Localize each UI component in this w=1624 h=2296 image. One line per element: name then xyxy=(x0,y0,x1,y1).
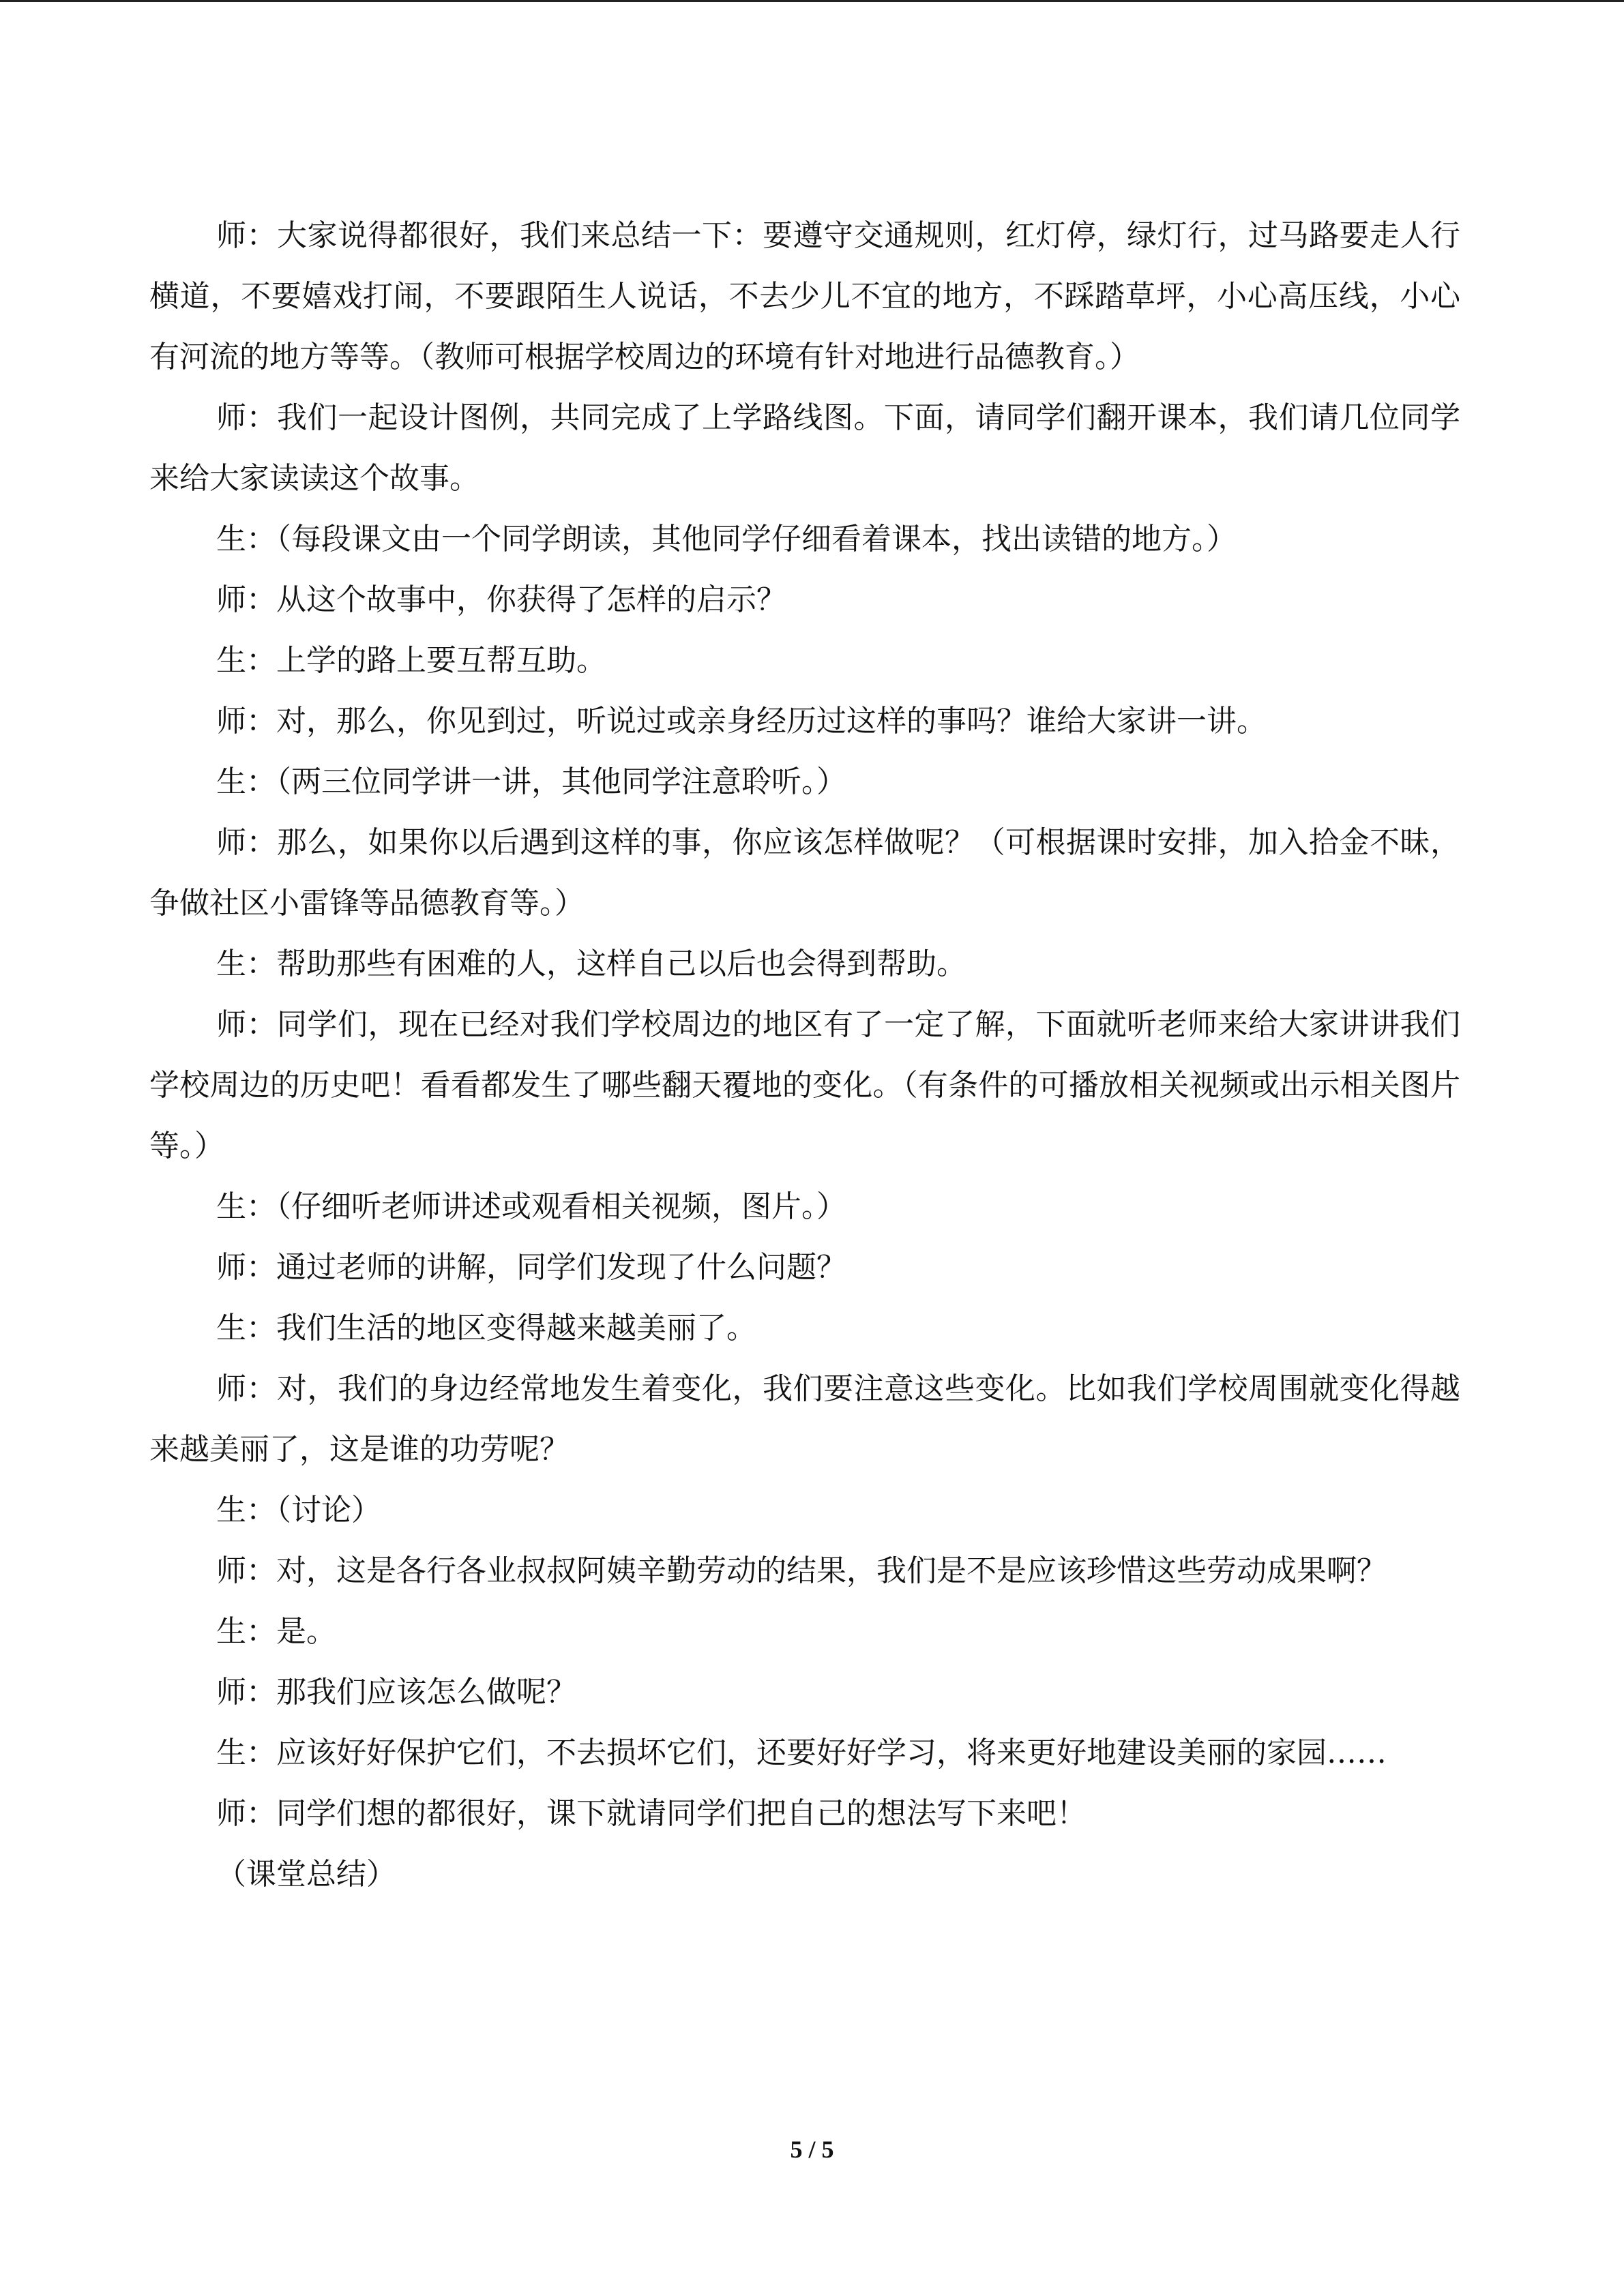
paragraph: 生：上学的路上要互帮互助。 xyxy=(216,643,606,678)
paragraph: 师：同学们，现在已经对我们学校周边的地区有了一定了解，下面就听老师来给大家讲讲我们学校周边的历史吧！看看都发生了哪些翻天覆地的变化。（有条件的可播放相关视频或出示相关图片等。） xyxy=(149,1007,1460,1163)
paragraph: 生：我们生活的地区变得越来越美丽了。 xyxy=(216,1311,756,1345)
section-heading: （课堂总结） xyxy=(216,1857,396,1892)
paragraph: 师：对，那么，你见到过，听说过或亲身经历过这样的事吗？谁给大家讲一讲。 xyxy=(216,704,1267,739)
paragraph: 师：我们一起设计图例，共同完成了上学路线图。下面，请同学们翻开课本，我们请几位同学来给大家读读这个故事。 xyxy=(149,400,1460,496)
paragraph: 师：从这个故事中，你获得了怎样的启示？ xyxy=(216,582,786,617)
paragraph: 师：大家说得都很好，我们来总结一下：要遵守交通规则，红灯停，绿灯行，过马路要走人行横道，不要嬉戏打闹，不要跟陌生人说话，不去少儿不宜的地方，不踩踏草坪，小心高压线，小心有河流的地方等等。（教师可根据学校周边的环境有针对地进行品德教育。） xyxy=(149,218,1460,374)
paragraph: 生：（讨论） xyxy=(216,1493,381,1527)
document-body xyxy=(149,205,1460,1905)
top-border-line xyxy=(0,0,1624,2)
paragraph: 生：（仔细听老师讲述或观看相关视频，图片。） xyxy=(216,1189,846,1224)
page-number: 5 / 5 xyxy=(790,2136,834,2163)
paragraph: 生：是。 xyxy=(216,1614,336,1649)
paragraph: 师：对，我们的身边经常地发生着变化，我们要注意这些变化。比如我们学校周围就变化得越来越美丽了，这是谁的功劳呢？ xyxy=(149,1371,1460,1467)
paragraph: 师：那我们应该怎么做呢？ xyxy=(216,1675,576,1710)
paragraph: 师：通过老师的讲解，同学们发现了什么问题？ xyxy=(216,1250,846,1285)
paragraph: 师：对，这是各行各业叔叔阿姨辛勤劳动的结果，我们是不是应该珍惜这些劳动成果啊？ xyxy=(216,1553,1387,1588)
paragraph: 生：（每段课文由一个同学朗读，其他同学仔细看着课本，找出读错的地方。） xyxy=(216,522,1237,556)
paragraph: 师：同学们想的都很好，课下就请同学们把自己的想法写下来吧！ xyxy=(216,1796,1087,1831)
paragraph: 生：应该好好保护它们，不去损坏它们，还要好好学习，将来更好地建设美丽的家园…… xyxy=(216,1735,1387,1770)
paragraph: 生：（两三位同学讲一讲，其他同学注意聆听。） xyxy=(216,764,846,799)
paragraph: 生：帮助那些有困难的人，这样自己以后也会得到帮助。 xyxy=(216,946,966,981)
paragraph: 师：那么，如果你以后遇到这样的事，你应该怎样做呢？（可根据课时安排，加入拾金不昧，争做社区小雷锋等品德教育等。） xyxy=(149,825,1460,921)
